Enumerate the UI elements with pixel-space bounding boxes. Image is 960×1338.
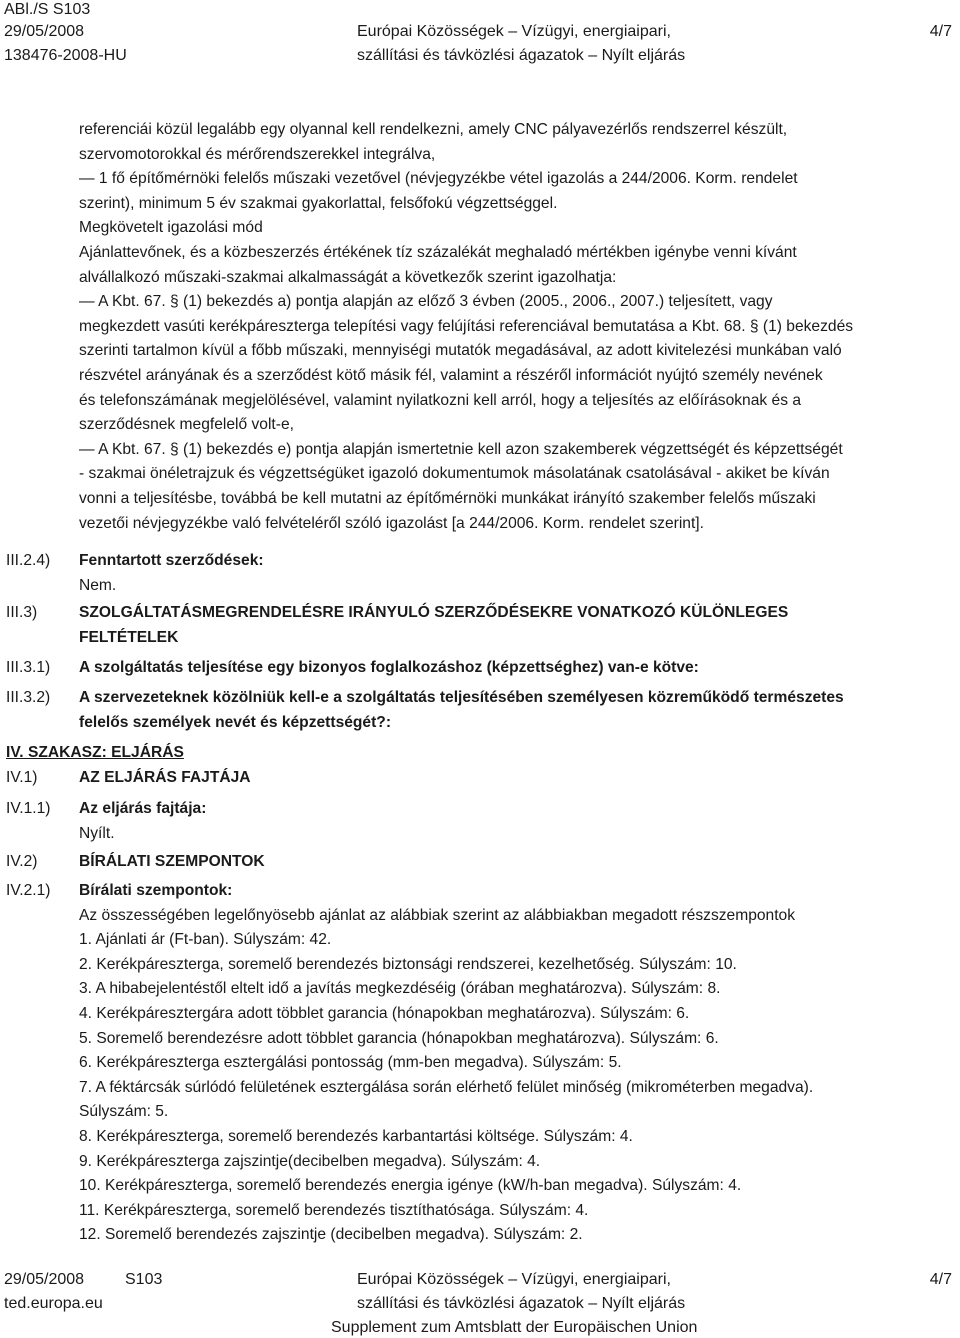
body-line: megkezdett vasúti kerékpáreszterga telepítési vagy felújítási referenciával bemutatása a Kbt. 68. § (1) bekezdés [79, 317, 854, 335]
notice-id: 138476-2008-HU [4, 47, 127, 64]
criteria-intro: Az összességében legelőnyösebb ajánlat az alábbiak szerint az alábbiakban megadott részszempontok [79, 906, 796, 924]
section-award-criteria [79, 879, 949, 1248]
section-number: IV.1) [6, 769, 38, 786]
body-line: — A Kbt. 67. § (1) bekezdés a) pontja alapján az előző 3 évben (2005., 2006., 2007.) teljesített, vagy [79, 293, 773, 311]
body-line: szerinti tartalmon kívül a főbb műszaki, mennyiségi mutatók megadásával, az adott kivitelezési munkában való [79, 342, 842, 360]
criterion-item: 2. Kerékpáreszterga, soremelő berendezés biztonsági rendszerei, kezelhetőség. Súlyszám: 10. [79, 955, 737, 973]
criterion-item: 9. Kerékpáreszterga zajszintje(decibelben megadva). Súlyszám: 4. [79, 1152, 541, 1170]
body-line: szerződésnek megfelelő volt-e, [79, 416, 294, 434]
body-line: szervomotorokkal és mérőrendszerekkel integrálva, [79, 145, 436, 163]
page-header [0, 0, 960, 72]
criterion-item: 3. A hibabejelentéstől eltelt idő a javítás megkezdéséig (órában meghatározva). Súlyszám: 8. [79, 980, 721, 998]
body-line: referenciái közül legalább egy olyannal kell rendelkezni, amely CNC pályavezérlős rendszerrel készült, [79, 121, 788, 138]
criterion-item: 12. Soremelő berendezés zajszintje (decibelben megadva). Súlyszám: 2. [79, 1226, 583, 1244]
header-title-line1: Európai Közösségek – Vízügyi, energiaipari, [357, 23, 671, 40]
section-heading: AZ ELJÁRÁS FAJTÁJA [79, 769, 251, 786]
section-number: III.3.2) [6, 689, 51, 706]
section-number: III.3.1) [6, 659, 51, 676]
page-footer [0, 1262, 960, 1338]
body-line: vonni a teljesítésbe, továbbá be kell mutatni az építőmérnöki munkákat irányító szakember felelős műszaki [79, 489, 816, 507]
footer-date: 29/05/2008 [4, 1271, 85, 1288]
body-continuation [79, 118, 949, 536]
header-title-line2: szállítási és távközlési ágazatok – Nyílt eljárás [357, 47, 686, 64]
criterion-item: 1. Ajánlati ár (Ft-ban). Súlyszám: 42. [79, 931, 332, 949]
footer-title-line1: Európai Közösségek – Vízügyi, energiaipari, [357, 1271, 671, 1288]
section-heading: Fenntartott szerződések: [79, 552, 264, 569]
body-line: - szakmai önéletrajzuk és végzettségüket igazoló dokumentumok másolatának csatolásával - akiket be kíván [79, 465, 830, 483]
body-line: — A Kbt. 67. § (1) bekezdés e) pontja alapján ismertetnie kell azon szakemberek végzettségét és képzettségét [79, 440, 843, 458]
section-staff-names [79, 686, 949, 735]
criterion-item: 5. Soremelő berendezésre adott többlet garancia (hónapokban meghatározva). Súlyszám: 6. [79, 1029, 719, 1047]
section-heading: FELTÉTELEK [79, 628, 179, 646]
section-number: IV.2.1) [6, 882, 51, 899]
section-procedure-type [79, 797, 949, 846]
body-line: vezetői névjegyzékbe való felvételéről szóló igazolást [a 244/2006. Korm. rendelet szerint]. [79, 514, 704, 532]
body-line: — 1 fő építőmérnöki felelős műszaki vezetővel (névjegyzékbe vétel igazolás a 244/2006. Korm. rendelet [79, 170, 798, 188]
criterion-item: 8. Kerékpáreszterga, soremelő berendezés karbantartási költsége. Súlyszám: 4. [79, 1127, 633, 1145]
header-date: 29/05/2008 [4, 23, 85, 40]
footer-title-line2: szállítási és távközlési ágazatok – Nyílt eljárás [357, 1295, 686, 1312]
body-line: szerint), minimum 5 év szakmai gyakorlattal, felsőfokú végzettséggel. [79, 194, 558, 212]
criterion-item: 11. Kerékpáreszterga, soremelő berendezés tisztíthatósága. Súlyszám: 4. [79, 1201, 589, 1219]
section-reserved-contracts [79, 549, 949, 598]
footer-page-number: 4/7 [929, 1271, 952, 1288]
body-line: alvállalkozó műszaki-szakmai alkalmasságát a következők szerint igazolhatja: [79, 268, 617, 286]
criterion-item: 10. Kerékpáreszterga, soremelő berendezés energia igénye (kW/h-ban megadva). Súlyszám: 4. [79, 1177, 742, 1195]
section-heading: felelős személyek nevét és képzettségét?: [79, 713, 392, 731]
section-heading: SZOLGÁLTATÁSMEGRENDELÉSRE IRÁNYULÓ SZERZŐDÉSEKRE VONATKOZÓ KÜLÖNLEGES [79, 604, 789, 621]
criterion-item: Súlyszám: 5. [79, 1103, 169, 1121]
part-title: IV. SZAKASZ: ELJÁRÁS [6, 744, 184, 761]
section-heading: BÍRÁLATI SZEMPONTOK [79, 853, 265, 870]
section-value: Nyílt. [79, 824, 115, 842]
body-line: részvétel arányának és a szerződést kötő másik fél, valamint a részéről információt nyújtó személy nevének [79, 366, 823, 384]
section-number: III.2.4) [6, 552, 51, 569]
section-heading: A szervezeteknek közölniük kell-e a szolgáltatás teljesítésében személyesen közreműködő természetes [79, 689, 844, 706]
section-heading: Bírálati szempontok: [79, 882, 233, 899]
section-number: IV.1.1) [6, 800, 51, 817]
section-heading: Az eljárás fajtája: [79, 800, 207, 817]
criterion-item: 7. A féktárcsák súrlódó felületének esztergálása során elérhető felület minőség (mikrométerben megadva). [79, 1078, 814, 1096]
section-service-conditions [79, 601, 949, 650]
criterion-item: 4. Kerékpáresztergára adott többlet garancia (hónapokban meghatározva). Súlyszám: 6. [79, 1004, 690, 1022]
section-number: IV.2) [6, 853, 38, 870]
body-line: Megkövetelt igazolási mód [79, 219, 263, 237]
criterion-item: 6. Kerékpáreszterga esztergálási pontosság (mm-ben megadva). Súlyszám: 5. [79, 1054, 622, 1072]
section-profession [79, 656, 949, 681]
footer-series: S103 [125, 1271, 163, 1288]
doc-reference: ABl./S S103 [4, 1, 91, 18]
section-heading: A szolgáltatás teljesítése egy bizonyos foglalkozáshoz (képzettséghez) van-e kötve: [79, 659, 699, 676]
footer-supplement: Supplement zum Amtsblatt der Europäischen Union [331, 1319, 698, 1336]
body-line: és telefonszámának megjelölésével, valamint nyilatkozni kell arról, hogy a teljesítés az előírásoknak és a [79, 391, 802, 409]
header-page-number: 4/7 [929, 23, 952, 40]
footer-site-link[interactable]: ted.europa.eu [4, 1295, 103, 1312]
body-line: Ajánlattevőnek, és a közbeszerzés értékének tíz százalékát meghaladó mértékben igénybe venni kívánt [79, 243, 797, 261]
section-number: III.3) [6, 604, 38, 621]
section-value: Nem. [79, 576, 117, 594]
